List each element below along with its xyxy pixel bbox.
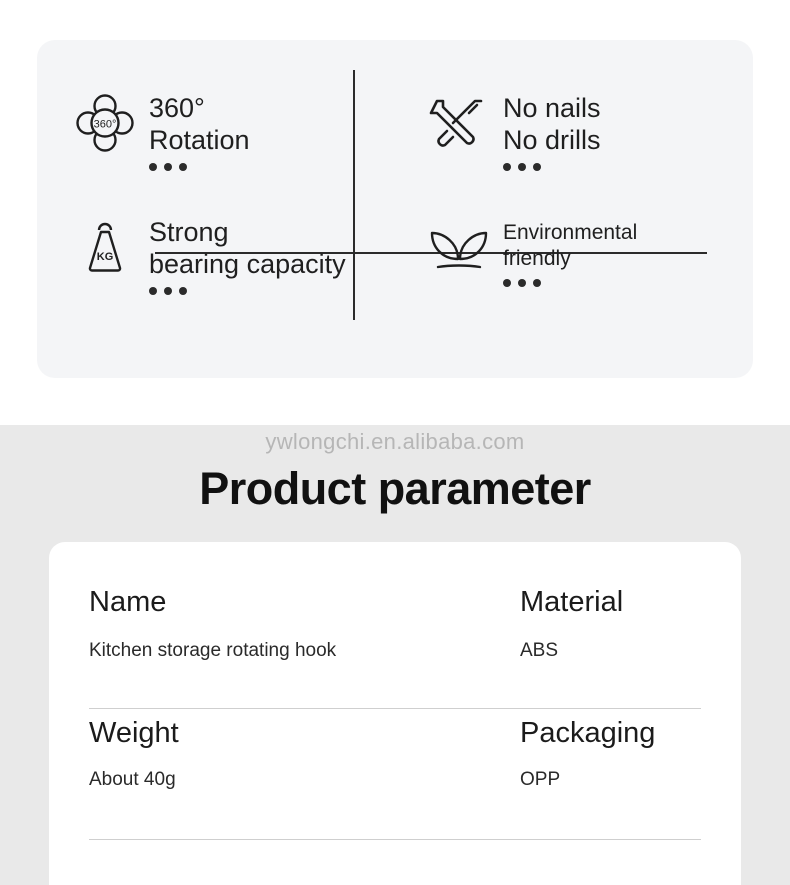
svg-text:360°: 360° [93,118,117,131]
param-value: ABS [520,640,559,661]
decorative-dots [149,163,250,171]
feature-line: No nails [503,93,601,123]
table-cell-packaging [395,709,701,840]
feature-line: bearing capacity [149,249,346,279]
feature-rotation-text [149,92,250,171]
product-parameter-section [0,425,790,885]
table-row [89,578,701,709]
flower-360-rotation-icon [73,92,137,154]
param-value: OPP [520,769,561,790]
feature-eco-text [503,220,637,287]
feature-bearing-text [149,216,346,295]
feature-line: No drills [503,125,601,155]
table-row [89,709,701,840]
param-key: Weight [89,717,179,749]
decorative-dots [149,287,346,295]
param-value: Kitchen storage rotating hook [89,640,337,661]
feature-line: Rotation [149,125,250,155]
hammer-wrench-tools-icon [427,92,491,154]
decorative-dots [503,279,637,287]
feature-line: friendly [503,247,571,270]
param-key: Material [520,586,624,618]
decorative-dots [503,163,601,171]
feature-rotation [73,92,250,171]
param-value: About 40g [89,769,176,790]
table-cell-material [395,578,701,709]
parameter-table [89,578,701,840]
page-title: Product parameter [199,463,591,514]
table-cell-weight [89,709,395,840]
feature-environmental-friendly [427,220,637,287]
watermark-text: ywlongchi.en.alibaba.com [265,429,525,454]
vertical-divider [353,70,355,320]
features-card [37,40,753,378]
row-divider [89,839,701,840]
feature-no-nails-text [503,92,601,171]
table-cell-name [89,578,395,709]
features-section [0,0,790,425]
parameter-card [49,542,741,885]
feature-bearing-capacity [73,216,346,295]
param-key: Name [89,586,167,618]
feature-line: 360° [149,93,205,123]
feature-line: Strong [149,217,229,247]
leaves-eco-icon [427,220,491,282]
svg-text:KG: KG [96,251,114,263]
feature-no-nails [427,92,601,171]
feature-line: Environmental [503,221,638,244]
param-key: Packaging [520,717,656,749]
weight-kg-icon [73,216,137,278]
